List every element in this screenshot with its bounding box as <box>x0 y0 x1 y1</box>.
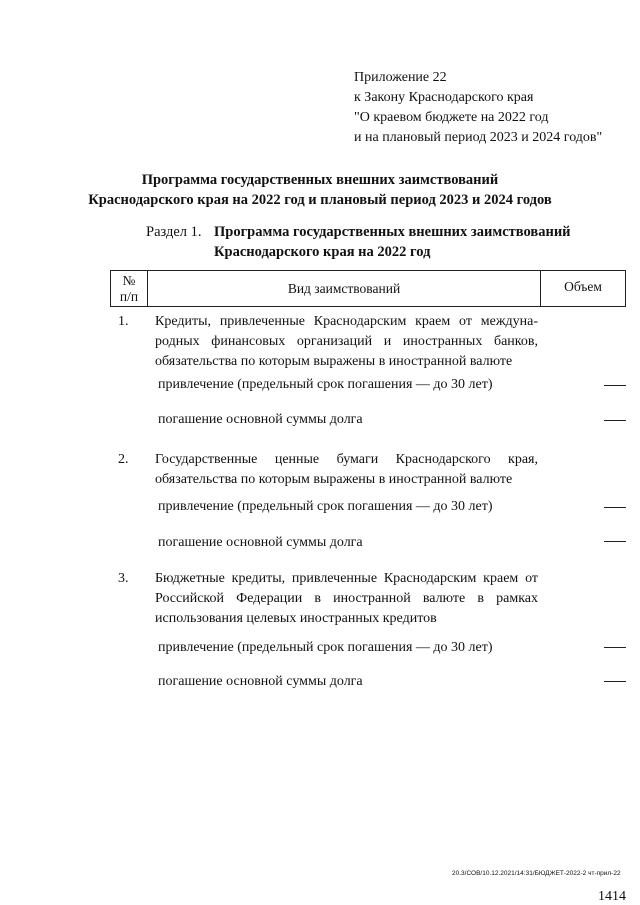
appendix-line: и на плановый период 2023 и 2024 годов" <box>354 130 603 145</box>
repayment-value-dash <box>604 681 626 682</box>
appendix-line: к Закону Краснодарского края <box>354 90 534 105</box>
item-repayment-row: погашение основной суммы долга <box>158 412 363 427</box>
item-repayment-row: погашение основной суммы долга <box>158 535 363 550</box>
appendix-block <box>354 68 602 148</box>
borrowing-value-dash <box>604 647 626 648</box>
header-number <box>111 271 148 306</box>
item-borrowing-row: привлечение (предельный срок погашения — до 30 лет) <box>158 377 493 392</box>
item-description: Бюджетные кредиты, привлеченные Краснодарским краем от Российской Федерации в иностранной валюте в рамках использования целевых иностранных кредитов <box>155 571 538 626</box>
header-number-symbol: № <box>122 273 136 288</box>
header-kind: Вид заимствований <box>148 271 541 306</box>
borrowing-value-dash <box>604 385 626 386</box>
item-description: Кредиты, привлеченные Краснодарским краем от междуна-родных финансовых организаций и иностранных банков, обязательства по которым выражены в иностранной валюте <box>155 314 538 369</box>
item-number: 3. <box>118 571 129 586</box>
item-description: Государственные ценные бумаги Краснодарского края, обязательства по которым выражены в иностранной валюте <box>155 452 538 487</box>
item-number: 1. <box>118 314 129 329</box>
section-title-line-2: Краснодарского края на 2022 год <box>214 244 431 260</box>
borrowing-value-dash <box>604 507 626 508</box>
section-title-line-1: Программа государственных внешних заимствований <box>214 224 571 240</box>
title-line-2: Краснодарского края на 2022 год и плановый период 2023 и 2024 годов <box>88 192 552 208</box>
item-number: 2. <box>118 452 129 467</box>
table-header <box>110 270 626 307</box>
section-heading <box>146 222 571 262</box>
item-borrowing-row: привлечение (предельный срок погашения — до 30 лет) <box>158 640 493 655</box>
repayment-value-dash <box>604 541 626 542</box>
item-borrowing-row: привлечение (предельный срок погашения — до 30 лет) <box>158 499 493 514</box>
page-number: 1414 <box>598 889 626 904</box>
title-line-1: Программа государственных внешних заимствований <box>141 172 499 188</box>
document-title <box>0 170 640 210</box>
header-number-abbr: п/п <box>119 289 139 304</box>
section-label: Раздел 1. <box>146 224 202 240</box>
header-volume: Объем <box>564 279 602 294</box>
appendix-line: Приложение 22 <box>354 70 447 85</box>
document-code: 20.3/СОВ/10.12.2021/14:31/БЮДЖЕТ-2022-2 чт-прил-22 <box>452 870 621 877</box>
repayment-value-dash <box>604 420 626 421</box>
appendix-line: "О краевом бюджете на 2022 год <box>354 110 549 125</box>
item-repayment-row: погашение основной суммы долга <box>158 674 363 689</box>
